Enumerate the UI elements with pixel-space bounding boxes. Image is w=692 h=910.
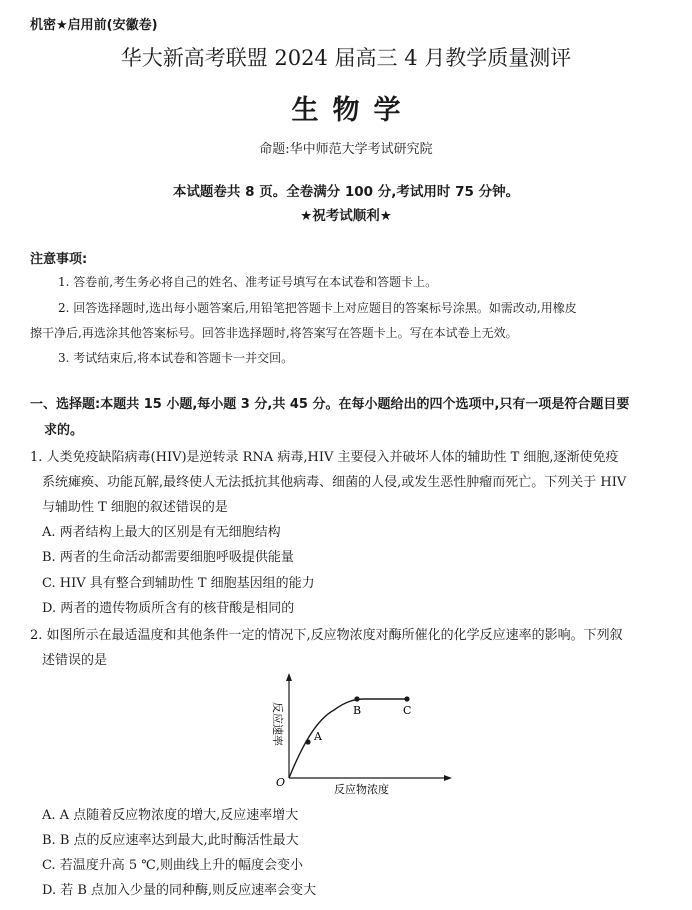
question-2-stem: 述错误的是 xyxy=(42,653,108,668)
x-axis-label: 反应物浓度 xyxy=(334,783,389,796)
note-line: 3. 考试结束后,将本试卷和答题卡一并交回。 xyxy=(58,351,294,365)
question-2-stem: 2. 如图所示在最适温度和其他条件一定的情况下,反应物浓度对酶所催化的化学反应速率的影响。下列叙 xyxy=(30,628,623,643)
subject-title: 生物学 xyxy=(291,95,415,126)
reaction-curve xyxy=(289,699,407,778)
question-1-stem: 系统瘫痪、功能瓦解,最终使人无法抵抗其他病毒、细菌的人侵,或发生恶性肿瘤而死亡。下列关于 HIV xyxy=(42,475,627,490)
point-b-marker xyxy=(354,696,359,701)
question-1-option-b: B. 两者的生命活动都需要细胞呼吸提供能量 xyxy=(42,550,294,565)
question-1-stem: 1. 人类免疫缺陷病毒(HIV)是逆转录 RNA 病毒,HIV 主要侵入并破坏人体的辅助性 T 细胞,逐渐使免疫 xyxy=(30,450,619,465)
point-a-label: A xyxy=(314,730,322,743)
question-2-option-b: B. B 点的反应速率达到最大,此时酶活性最大 xyxy=(42,833,299,848)
note-line: 擦干净后,再选涂其他答案标号。回答非选择题时,将答案写在答题卡上。写在本试卷上无效。 xyxy=(30,326,518,340)
question-2-option-d: D. 若 B 点加入少量的同种酶,则反应速率会变大 xyxy=(42,883,317,898)
notes-heading: 注意事项: xyxy=(30,252,88,267)
question-1-option-a: A. 两者结构上最大的区别是有无细胞结构 xyxy=(42,525,281,540)
point-a-marker xyxy=(305,739,310,744)
x-axis-arrow xyxy=(444,775,452,781)
exam-wish: ★祝考试顺利★ xyxy=(300,208,392,224)
point-c-marker xyxy=(404,696,409,701)
question-2-option-c: C. 若温度升高 5 ℃,则曲线上升的幅度会变小 xyxy=(42,858,303,873)
author-line: 命题:华中师范大学考试研究院 xyxy=(259,142,433,157)
question-1-stem: 与辅助性 T 细胞的叙述错误的是 xyxy=(42,500,228,515)
confidential-label: 机密★启用前(安徽卷) xyxy=(30,18,158,33)
question-1-option-d: D. 两者的遗传物质所含有的核苷酸是相同的 xyxy=(42,601,295,616)
y-axis-arrow xyxy=(286,673,292,681)
note-line: 2. 回答选择题时,选出每小题答案后,用铅笔把答题卡上对应题目的答案标号涂黑。如需改动,用橡皮 xyxy=(58,301,577,315)
note-line: 1. 答卷前,考生务必将自己的姓名、准考证号填写在本试卷和答题卡上。 xyxy=(58,275,438,289)
exam-title: 华大新高考联盟 2024 届高三 4 月教学质量测评 xyxy=(120,46,572,70)
enzyme-rate-figure xyxy=(250,668,460,798)
origin-label: O xyxy=(276,776,286,789)
y-axis-label: 反应速率 xyxy=(271,702,284,746)
question-1-option-c: C. HIV 具有整合到辅助性 T 细胞基因组的能力 xyxy=(42,576,315,591)
section-heading: 一、选择题:本题共 15 小题,每小题 3 分,共 45 分。在每小题给出的四个选项中,只有一项是符合题目要 xyxy=(30,397,630,412)
question-2-option-a: A. A 点随着反应物浓度的增大,反应速率增大 xyxy=(42,808,299,823)
exam-info: 本试题卷共 8 页。全卷满分 100 分,考试用时 75 分钟。 xyxy=(172,184,520,200)
section-heading-cont: 求的。 xyxy=(44,423,84,438)
point-b-label: B xyxy=(353,704,362,717)
point-c-label: C xyxy=(403,704,412,717)
